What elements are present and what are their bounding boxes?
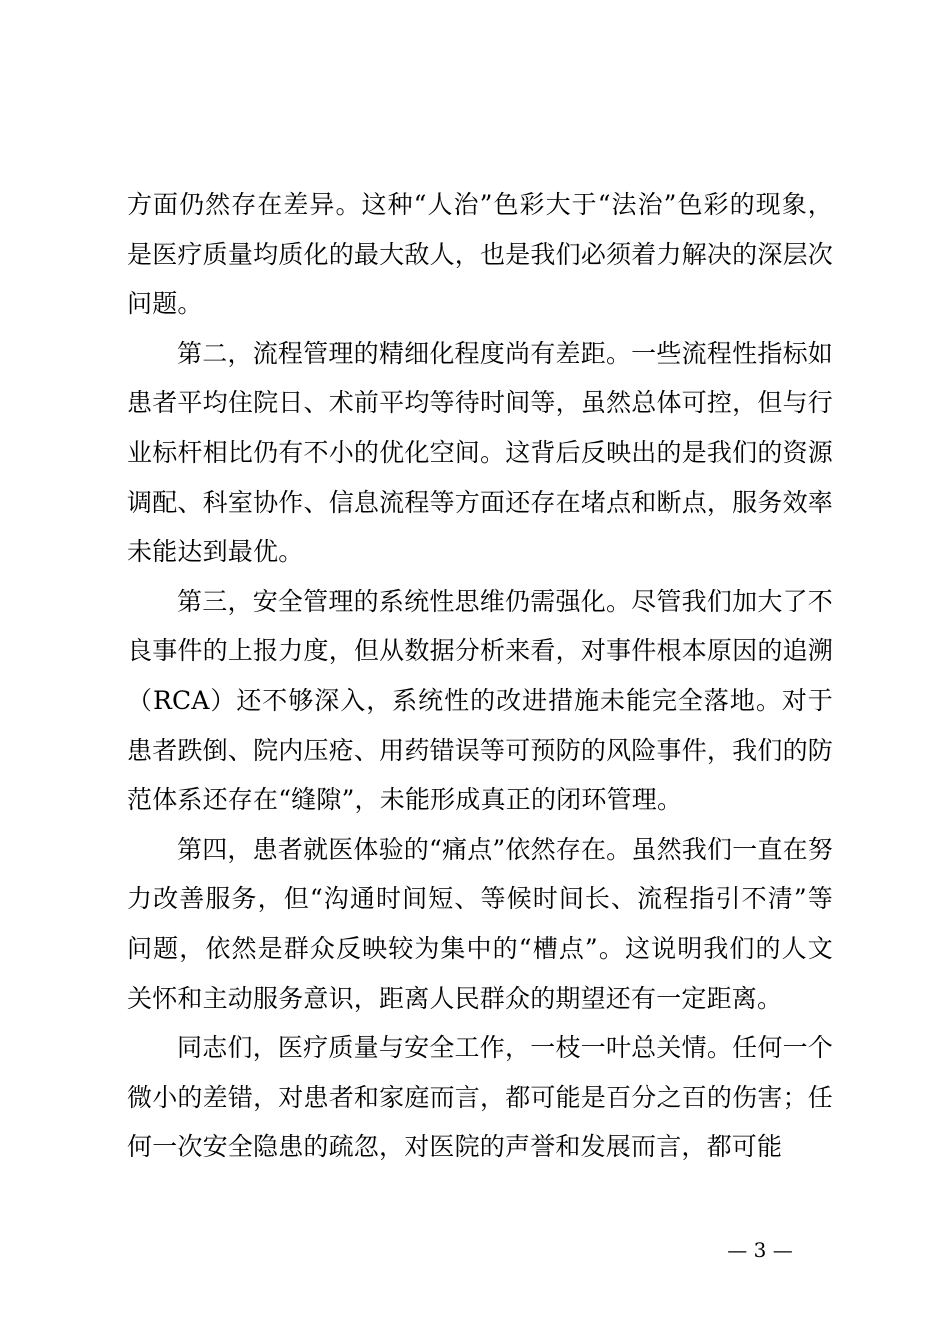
paragraph-safety-management: 第三，安全管理的系统性思维仍需强化。尽管我们加大了不良事件的上报力度，但从数据分析来看，对事件根本原因的追溯（RCA）还不够深入，系统性的改进措施未能完全落地。对于患者跌倒、院内压疮、用药错误等可预防的风险事件，我们的防范体系还存在“缝隙”，未能形成真正的闭环管理。 (127, 586, 833, 815)
page-number: — 3 — (727, 1238, 793, 1262)
paragraph-continuation: 方面仍然存在差异。这种“人治”色彩大于“法治”色彩的现象，是医疗质量均质化的最大敌人，也是我们必须着力解决的深层次问题。 (127, 190, 833, 319)
document-body (127, 180, 833, 1172)
paragraph-process-management: 第二，流程管理的精细化程度尚有差距。一些流程性指标如患者平均住院日、术前平均等待时间等，虽然总体可控，但与行业标杆相比仍有不小的优化空间。这背后反映出的是我们的资源调配、科室协作、信息流程等方面还存在堵点和断点，服务效率未能达到最优。 (127, 338, 833, 567)
paragraph-patient-experience: 第四，患者就医体验的“痛点”依然存在。虽然我们一直在努力改善服务，但“沟通时间短、等候时间长、流程指引不清”等问题，依然是群众反映较为集中的“槽点”。这说明我们的人文关怀和主动服务意识，距离人民群众的期望还有一定距离。 (127, 834, 833, 1013)
paragraph-comrades-address: 同志们，医疗质量与安全工作，一枝一叶总关情。任何一个微小的差错，对患者和家庭而言，都可能是百分之百的伤害；任何一次安全隐患的疏忽，对医院的声誉和发展而言，都可能 (127, 1033, 833, 1162)
